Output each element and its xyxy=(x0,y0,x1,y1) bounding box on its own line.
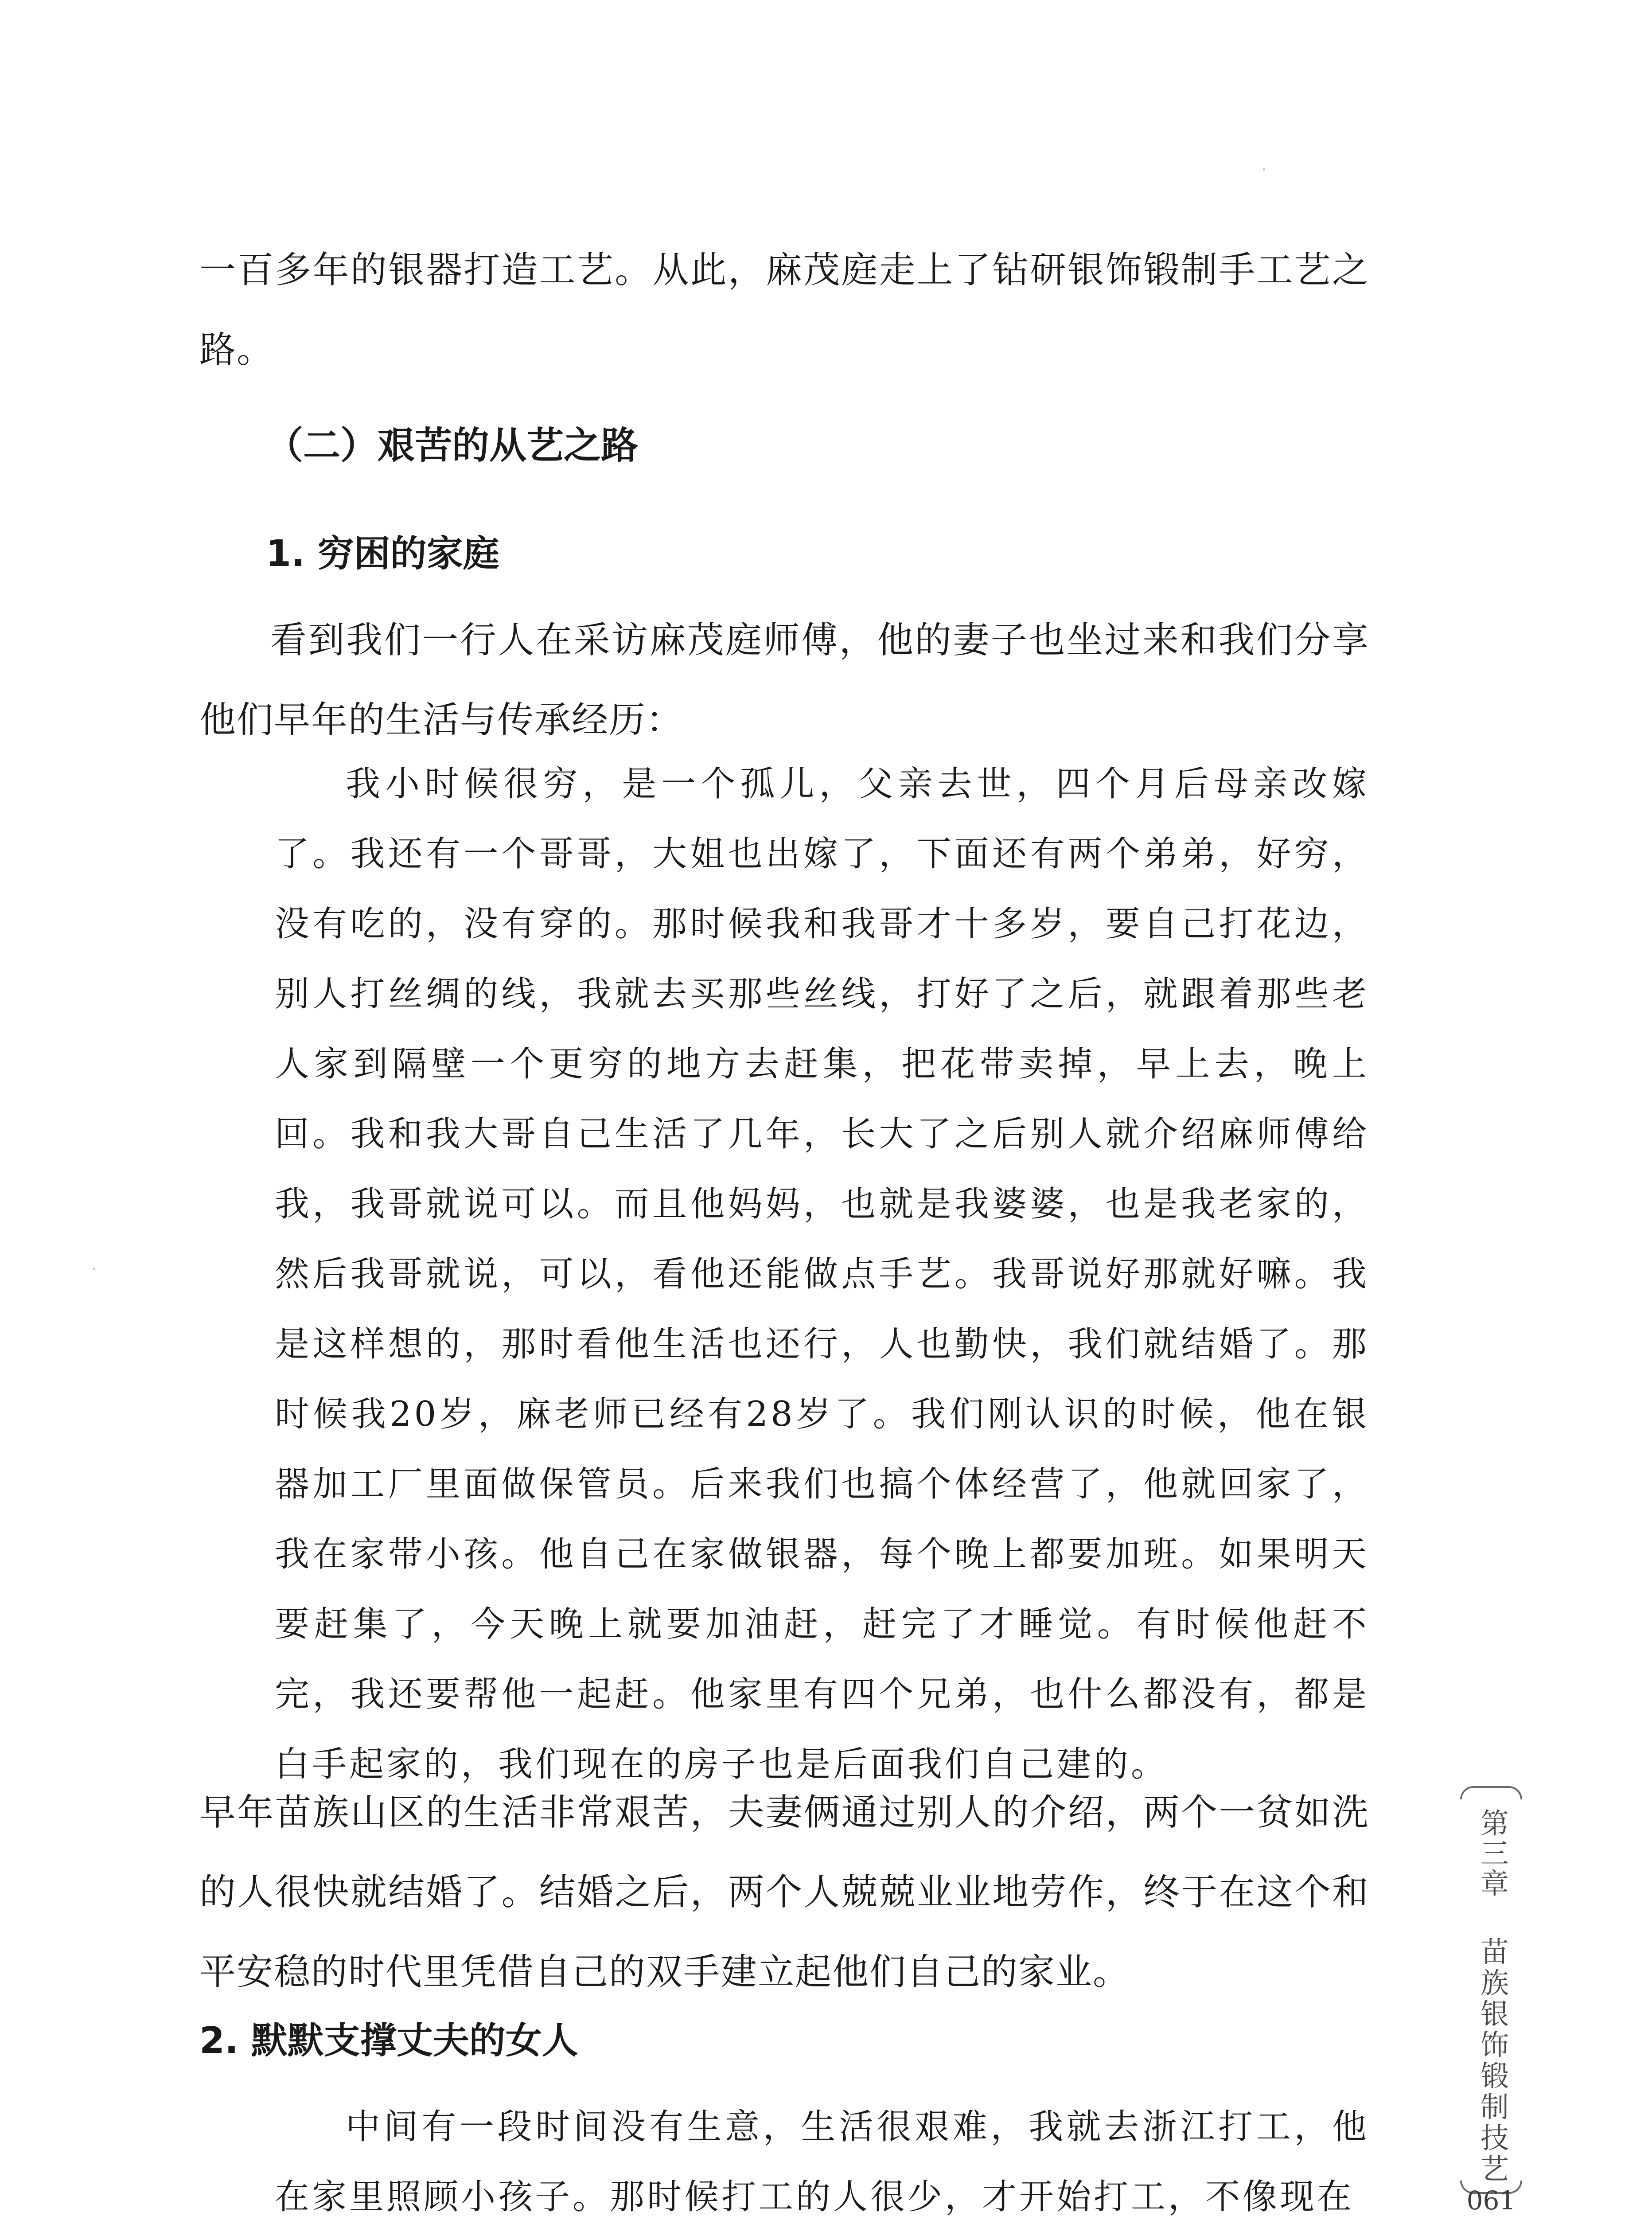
page-number: 061 xyxy=(1466,2185,1516,2216)
scan-speck xyxy=(1263,168,1265,171)
chapter-label: 第三章 xyxy=(1476,1808,1508,1899)
paragraph-summary: 早年苗族山区的生活非常艰苦，夫妻俩通过别人的介绍，两个一贫如洗的人很快就结婚了。结婚之后，两个人兢兢业业地劳作，终于在这个和平安稳的时代里凭借自己的双手建立起他们自己的家业。 xyxy=(199,1791,1369,1993)
bracket-top xyxy=(1460,1786,1522,1799)
chapter-side-tab xyxy=(1451,1786,1531,2216)
quote-wife-work: 中间有一段时间没有生意，生活很艰难，我就去浙江打工，他在家里照顾小孩子。那时候打工的人很少，才开始打工，不像现在 xyxy=(275,2107,1369,2216)
scan-speck xyxy=(93,1268,95,1270)
chapter-title: 苗族银饰锻制技艺 xyxy=(1476,1937,1508,2185)
quote-wife-story: 我小时候很穷，是一个孤儿，父亲去世，四个月后母亲改嫁了。我还有一个哥哥，大姐也出嫁了，下面还有两个弟弟，好穷，没有吃的，没有穿的。那时候我和我哥才十多岁，要自己打花边，别人打丝绸的线，我就去买那些丝线，打好了之后，就跟着那些老人家到隔壁一个更穷的地方去赶集，把花带卖掉，早上去，晚上回。我和我大哥自己生活了几年，长大了之后别人就介绍麻师傅给我，我哥就说可以。而且他妈妈，也就是我婆婆，也是我老家的，然后我哥就说，可以，看他还能做点手艺。我哥说好那就好嘛。我是这样想的，那时看他生活也还行，人也勤快，我们就结婚了。那时候我20岁，麻老师已经有28岁了。我们刚认识的时候，他在银器加工厂里面做保管员。后来我们也搞个体经营了，他就回家了，我在家带小孩。他自己在家做银器，每个晚上都要加班。如果明天要赶集了，今天晚上就要加油赶，赶完了才睡觉。有时候他赶不完，我还要帮他一起赶。他家里有四个兄弟，也什么都没有，都是白手起家的，我们现在的房子也是后面我们自己建的。 xyxy=(275,764,1369,1784)
section-heading: （二）艰苦的从艺之路 xyxy=(266,424,639,467)
paragraph-interview-intro: 看到我们一行人在采访麻茂庭师傅，他的妻子也坐过来和我们分享他们早年的生活与传承经历： xyxy=(199,619,1369,741)
paragraph-intro: 一百多年的银器打造工艺。从此，麻茂庭走上了钻研银饰锻制手工艺之路。 xyxy=(199,249,1369,371)
subsection-heading-2: 2. 默默支撑丈夫的女人 xyxy=(199,2020,578,2062)
subsection-heading-1: 1. 穷困的家庭 xyxy=(266,533,499,575)
